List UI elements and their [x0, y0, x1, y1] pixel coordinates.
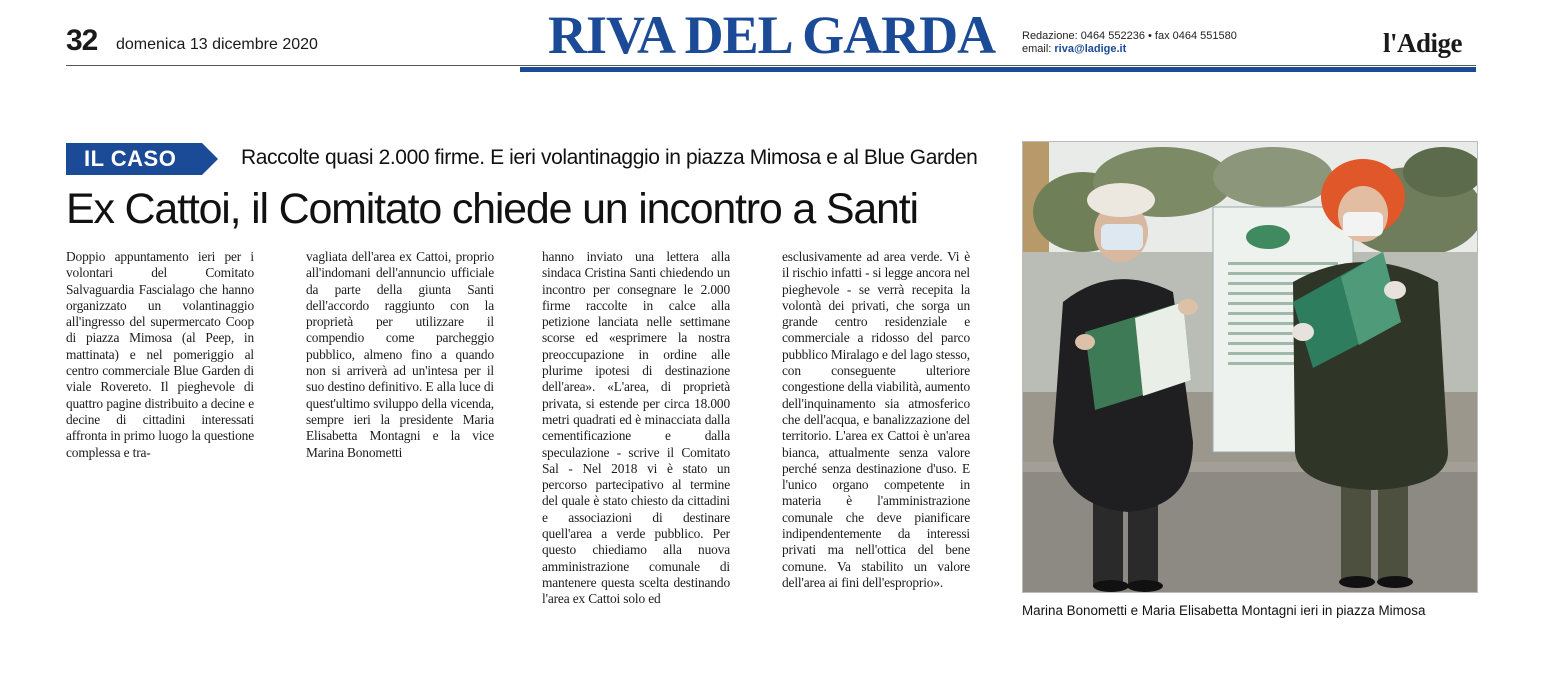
page-date: domenica 13 dicembre 2020: [116, 36, 318, 53]
article-column-2: [306, 249, 494, 461]
email-label: email:: [1022, 43, 1055, 55]
headline: Ex Cattoi, il Comitato chiede un incontro a Santi: [66, 185, 918, 233]
email-link[interactable]: riva@ladige.it: [1054, 43, 1127, 55]
kicker-badge: [66, 143, 218, 175]
column-text: hanno inviato una lettera alla sindaca Cristina Santi chiedendo un incontro per consegnare le 2.000 firme raccolte in calce alla petizione lanciata nelle settimane scorse ed «esprimere la nostra preoccupazione in ordine alle plurime ipotesi di destinazione dell'area». «L'area, di proprietà privata, si estende per circa 18.000 metri quadrati ed è minacciata dalla cementificazione e dalla speculazione - scrive il Comitato Sal - Nel 2018 vi è stato un percorso partecipativo al termine del quale è stato chiesto da cittadini e associazioni di destinare quell'area a verde pubblico. Per questo chiediamo alla nuova amministrazione comunale di mantenere questa scelta destinando l'area ex Cattoi solo ed: [542, 249, 730, 607]
contact-email-line: [1022, 43, 1237, 56]
article-photo: [1022, 141, 1478, 593]
section-title: RIVA DEL GARDA: [548, 5, 996, 65]
column-text: esclusivamente ad area verde. Vi è il rischio infatti - si legge ancora nel pieghevole - se verrà recepita la volontà dei privati, che sorga un grande centro residenziale e commerciale a ridosso del parco pubblico Miralago e del lago stesso, con conseguente ulteriore congestione della viabilità, aumento dell'inquinamento sia atmosferico che dell'acqua, e banalizzazione del territorio. L'area ex Cattoi è un'area bianca, attualmente senza valore perché senza destinazione d'uso. E l'unico organo competente in materia è l'amministrazione comunale che deve pianificare indipendentemente da interessi privati ma nell'ottica del bene comune. Va stabilito un valore dell'area ai fini dell'esproprio».: [782, 249, 970, 590]
contact-phone-line: Redazione: 0464 552236 • fax 0464 551580: [1022, 30, 1237, 42]
article-column-3: [542, 249, 730, 608]
column-text: Doppio appuntamento ieri per i volontari del Comitato Salvaguardia Fascialago che hanno organizzato un volantinaggio all'ingresso del supermercato Coop di piazza Mimosa (al Peep, in mattinata) e nel pomeriggio al centro commerciale Blue Garden di viale Rovereto. Il pieghevole di quattro pagine distribuito a decine e decine di cittadini interessati affronta in primo luogo la questione complessa e tra-: [66, 249, 254, 460]
subheadline: Raccolte quasi 2.000 firme. E ieri volantinaggio in piazza Mimosa e al Blue Garden: [241, 146, 978, 169]
article-column-4: [782, 249, 970, 591]
article-column-1: [66, 249, 254, 461]
photo-illustration: [1023, 142, 1477, 592]
contact-info: [1022, 30, 1237, 56]
photo-caption: Marina Bonometti e Maria Elisabetta Montagni ieri in piazza Mimosa: [1022, 603, 1426, 618]
header-blue-bar: [520, 67, 1476, 72]
column-text: vagliata dell'area ex Cattoi, proprio all'indomani dell'annuncio ufficiale da parte della giunta Santi dell'accordo raggiunto con la proprietà per utilizzare il compendio come parcheggio pubblico, almeno fino a quando non si arriverà ad un'intesa per il suo destino definitivo. E alla luce di quest'ultimo sviluppo della vicenda, sempre ieri la presidente Maria Elisabetta Montagni e la vice Marina Bonometti: [306, 249, 494, 460]
page-number: 32: [66, 24, 98, 57]
kicker-label: IL CASO: [84, 146, 177, 171]
header-rule: [66, 65, 1476, 66]
newspaper-masthead: l'Adige: [1383, 28, 1463, 58]
